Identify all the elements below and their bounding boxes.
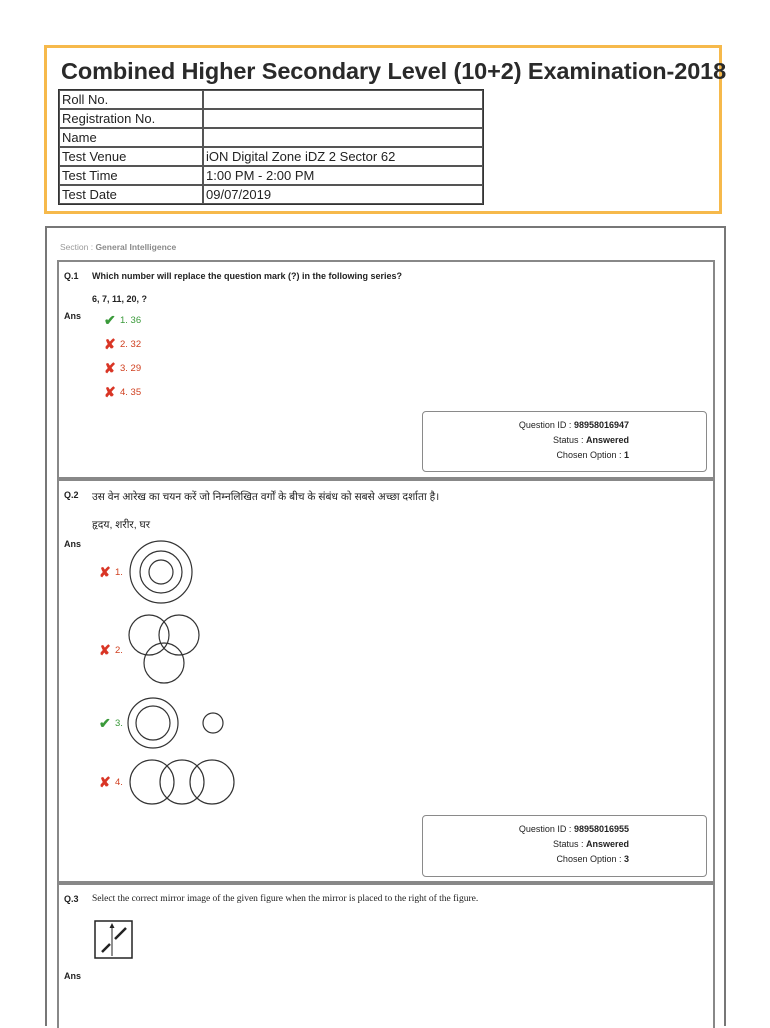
cross-icon: ✘ bbox=[104, 384, 116, 400]
cross-icon: ✘ bbox=[104, 360, 116, 376]
mirror-figure bbox=[94, 920, 134, 960]
ans-label: Ans bbox=[64, 311, 82, 321]
row-label: Test Date bbox=[59, 185, 203, 204]
chosen-label: Chosen Option : bbox=[556, 854, 624, 864]
table-row bbox=[59, 147, 483, 166]
cross-icon: ✘ bbox=[104, 336, 116, 352]
status-value: Answered bbox=[585, 435, 629, 445]
row-value bbox=[203, 128, 483, 147]
option-text: 1. 36 bbox=[120, 315, 142, 326]
question-3 bbox=[57, 883, 715, 1028]
option-text: 4. bbox=[115, 776, 123, 788]
question-number: Q.1 bbox=[64, 271, 79, 281]
chosen-value: 1 bbox=[623, 450, 629, 460]
question-info-box bbox=[422, 411, 707, 472]
status-label: Status : bbox=[552, 839, 586, 849]
row-value bbox=[203, 90, 483, 109]
cross-icon: ✘ bbox=[99, 773, 111, 790]
option-4 bbox=[104, 384, 141, 401]
question-text: Select the correct mirror image of the given figure when the mirror is placed to the right of the figure. bbox=[92, 894, 479, 904]
check-icon: ✔ bbox=[99, 714, 111, 731]
row-value bbox=[203, 109, 483, 128]
status-line bbox=[423, 837, 629, 852]
option-2 bbox=[104, 336, 141, 353]
status-value: Answered bbox=[585, 839, 629, 849]
question-info-box bbox=[422, 815, 707, 877]
row-label: Name bbox=[59, 128, 203, 147]
section-name: General Intelligence bbox=[95, 242, 177, 252]
option-3 bbox=[99, 695, 227, 751]
question-series: हृदय, शरीर, घर bbox=[92, 519, 151, 531]
option-text: 1. bbox=[115, 566, 123, 578]
question-text: Which number will replace the question mark (?) in the following series? bbox=[92, 271, 403, 281]
option-1 bbox=[104, 312, 141, 329]
question-text: उस वेन आरेख का चयन करें जो निम्नलिखित वर्गों के बीच के संबंध को सबसे अच्छा दर्शाता है। bbox=[92, 491, 440, 503]
option-1 bbox=[99, 539, 197, 605]
concentric-circles-figure bbox=[127, 539, 197, 605]
qid-label: Question ID : bbox=[518, 824, 574, 834]
row-label: Registration No. bbox=[59, 109, 203, 128]
exam-header bbox=[44, 45, 727, 214]
section-prefix: Section : bbox=[60, 242, 96, 252]
row-label: Test Venue bbox=[59, 147, 203, 166]
question-series: 6, 7, 11, 20, ? bbox=[92, 294, 148, 304]
nested-and-separate-circles-figure bbox=[127, 695, 227, 751]
chosen-value: 3 bbox=[623, 854, 629, 864]
cross-icon: ✘ bbox=[99, 641, 111, 658]
ans-label: Ans bbox=[64, 539, 82, 549]
question-2 bbox=[57, 479, 715, 883]
chosen-line bbox=[423, 852, 629, 867]
question-id-line bbox=[423, 418, 629, 433]
candidate-info-table bbox=[58, 89, 484, 205]
option-2 bbox=[99, 613, 205, 687]
table-row bbox=[59, 166, 483, 185]
qid-label: Question ID : bbox=[518, 420, 574, 430]
chain-circles-figure bbox=[127, 757, 237, 807]
check-icon: ✔ bbox=[104, 312, 116, 328]
question-id-line bbox=[423, 822, 629, 837]
option-text: 3. bbox=[115, 717, 123, 729]
exam-title: Combined Higher Secondary Level (10+2) Examination-2018 bbox=[61, 58, 727, 84]
row-label: Test Time bbox=[59, 166, 203, 185]
status-line bbox=[423, 433, 629, 448]
option-4 bbox=[99, 757, 237, 807]
chosen-label: Chosen Option : bbox=[556, 450, 624, 460]
row-value: iON Digital Zone iDZ 2 Sector 62 bbox=[203, 147, 483, 166]
option-text: 2. 32 bbox=[120, 339, 142, 350]
table-row bbox=[59, 128, 483, 147]
section-heading bbox=[60, 242, 176, 252]
status-label: Status : bbox=[552, 435, 586, 445]
table-row bbox=[59, 185, 483, 204]
row-value: 09/07/2019 bbox=[203, 185, 483, 204]
option-text: 3. 29 bbox=[120, 363, 142, 374]
option-text: 4. 35 bbox=[120, 387, 142, 398]
question-1 bbox=[57, 260, 715, 479]
qid-value: 98958016947 bbox=[573, 420, 629, 430]
table-row bbox=[59, 109, 483, 128]
answer-sheet bbox=[45, 226, 726, 1026]
cross-icon: ✘ bbox=[99, 563, 111, 580]
three-overlapping-circles-figure bbox=[127, 613, 205, 687]
table-row bbox=[59, 90, 483, 109]
option-3 bbox=[104, 360, 141, 377]
qid-value: 98958016955 bbox=[573, 824, 629, 834]
option-text: 2. bbox=[115, 644, 123, 656]
question-number: Q.2 bbox=[64, 490, 79, 500]
row-label: Roll No. bbox=[59, 90, 203, 109]
ans-label: Ans bbox=[64, 971, 82, 981]
chosen-line bbox=[423, 448, 629, 463]
question-number: Q.3 bbox=[64, 894, 79, 904]
row-value: 1:00 PM - 2:00 PM bbox=[203, 166, 483, 185]
